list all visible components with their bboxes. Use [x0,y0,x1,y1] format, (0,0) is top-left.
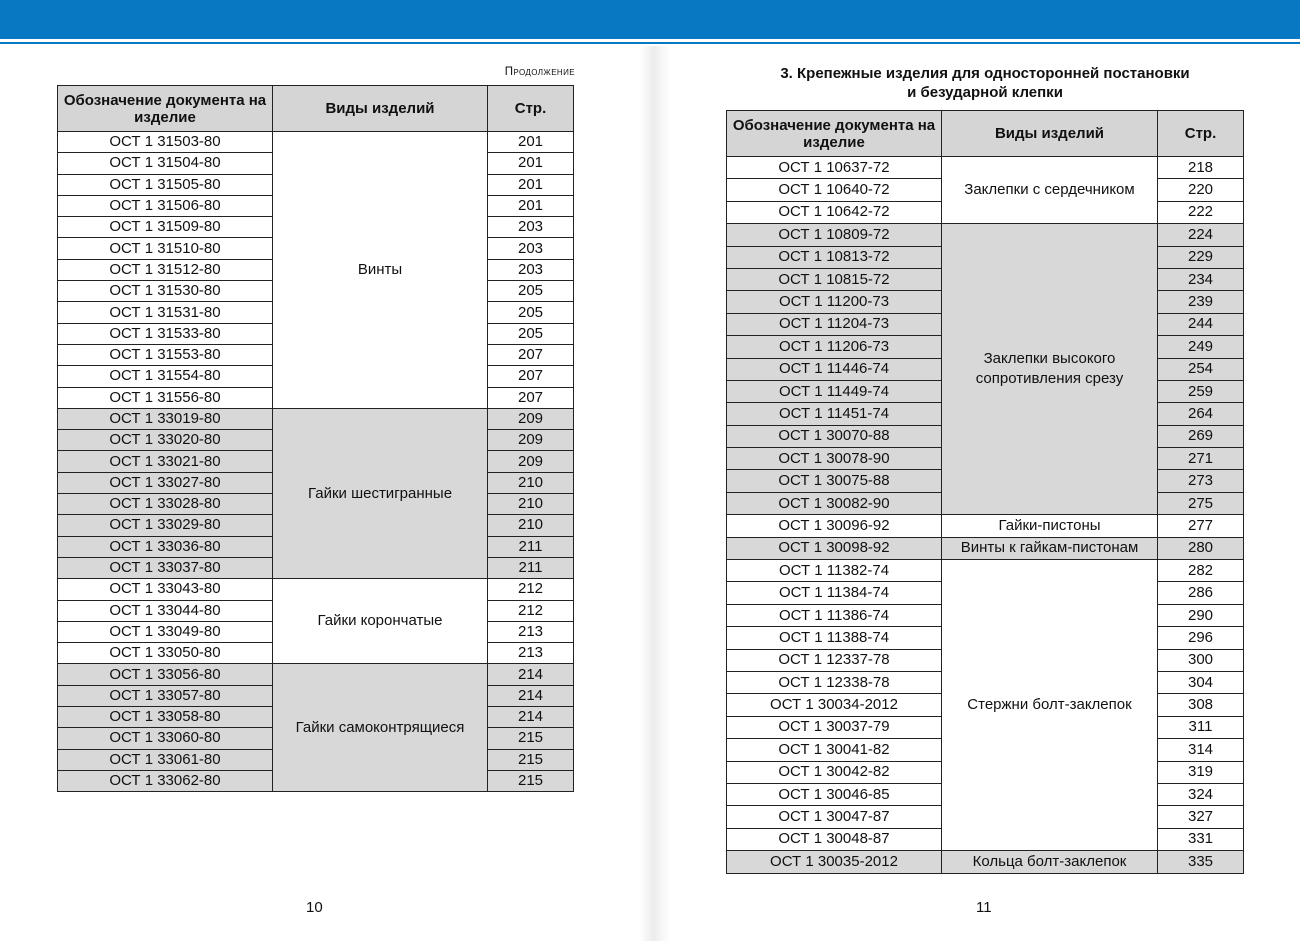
page-ref-cell: 210 [488,515,574,536]
document-code-cell: ОСТ 1 11206-73 [727,336,942,358]
header-product-type: Виды изделий [942,111,1158,157]
page-ref-cell: 209 [488,408,574,429]
page-ref-cell: 212 [488,600,574,621]
page-ref-cell: 214 [488,685,574,706]
section-title-line: и безударной клепки [907,84,1063,101]
document-code-cell: ОСТ 1 11446-74 [727,358,942,380]
page-ref-cell: 201 [488,132,574,153]
page-ref-cell: 211 [488,536,574,557]
page-ref-cell: 205 [488,302,574,323]
document-code-cell: ОСТ 1 31506-80 [58,195,273,216]
page-ref-cell: 203 [488,259,574,280]
page-ref-cell: 300 [1158,649,1244,671]
product-type-cell: Гайки корончатые [273,579,488,664]
page-ref-cell: 207 [488,344,574,365]
header-page: Стр. [488,86,574,132]
page-ref-cell: 277 [1158,515,1244,537]
page-ref-cell: 327 [1158,806,1244,828]
left-table-body [58,132,574,792]
document-code-cell: ОСТ 1 30042-82 [727,761,942,783]
page-ref-cell: 254 [1158,358,1244,380]
document-code-cell: ОСТ 1 11384-74 [727,582,942,604]
product-type-cell: Заклепки с сердечником [942,157,1158,224]
book-spine [640,46,670,941]
document-code-cell: ОСТ 1 33057-80 [58,685,273,706]
document-code-cell: ОСТ 1 11388-74 [727,627,942,649]
table-row [58,664,574,685]
document-code-cell: ОСТ 1 30070-88 [727,425,942,447]
page-ref-cell: 282 [1158,560,1244,582]
page-ref-cell: 271 [1158,448,1244,470]
page-ref-cell: 335 [1158,851,1244,873]
document-code-cell: ОСТ 1 31531-80 [58,302,273,323]
page-ref-cell: 296 [1158,627,1244,649]
document-code-cell: ОСТ 1 33056-80 [58,664,273,685]
page-ref-cell: 239 [1158,291,1244,313]
page-ref-cell: 275 [1158,492,1244,514]
product-type-cell: Винты к гайкам-пистонам [942,537,1158,559]
page-number: 10 [306,899,323,916]
table-row [727,224,1244,246]
page-ref-cell: 324 [1158,783,1244,805]
document-code-cell: ОСТ 1 12338-78 [727,671,942,693]
page-ref-cell: 201 [488,195,574,216]
page-ref-cell: 311 [1158,716,1244,738]
document-code-cell: ОСТ 1 10640-72 [727,179,942,201]
document-code-cell: ОСТ 1 31530-80 [58,281,273,302]
page-ref-cell: 215 [488,728,574,749]
table-row [727,560,1244,582]
page-ref-cell: 211 [488,557,574,578]
page-ref-cell: 269 [1158,425,1244,447]
page-ref-cell: 234 [1158,268,1244,290]
document-code-cell: ОСТ 1 11386-74 [727,604,942,626]
page-ref-cell: 273 [1158,470,1244,492]
document-code-cell: ОСТ 1 31533-80 [58,323,273,344]
table-header-row [58,86,574,132]
document-code-cell: ОСТ 1 30098-92 [727,537,942,559]
page-ref-cell: 209 [488,451,574,472]
page-ref-cell: 207 [488,366,574,387]
document-code-cell: ОСТ 1 33044-80 [58,600,273,621]
page-ref-cell: 203 [488,238,574,259]
document-code-cell: ОСТ 1 31556-80 [58,387,273,408]
page-ref-cell: 264 [1158,403,1244,425]
table-header-row [727,111,1244,157]
page-ref-cell: 218 [1158,157,1244,179]
document-code-cell: ОСТ 1 31553-80 [58,344,273,365]
page-ref-cell: 201 [488,174,574,195]
document-code-cell: ОСТ 1 12337-78 [727,649,942,671]
section-title [727,64,1243,102]
product-type-cell: Гайки-пистоны [942,515,1158,537]
product-type-cell: Гайки шестигранные [273,408,488,578]
document-code-cell: ОСТ 1 30041-82 [727,739,942,761]
page-ref-cell: 205 [488,323,574,344]
document-code-cell: ОСТ 1 11382-74 [727,560,942,582]
page-ref-cell: 319 [1158,761,1244,783]
header-product-type: Виды изделий [273,86,488,132]
table-row [58,132,574,153]
page-ref-cell: 213 [488,621,574,642]
header-document: Обозначение документа на изделие [58,86,273,132]
page-ref-cell: 244 [1158,313,1244,335]
page-ref-cell: 203 [488,217,574,238]
table-row [727,537,1244,559]
page-ref-cell: 209 [488,430,574,451]
page-ref-cell: 214 [488,664,574,685]
page-ref-cell: 290 [1158,604,1244,626]
document-code-cell: ОСТ 1 31510-80 [58,238,273,259]
document-code-cell: ОСТ 1 31505-80 [58,174,273,195]
document-code-cell: ОСТ 1 30034-2012 [727,694,942,716]
page-ref-cell: 220 [1158,179,1244,201]
page-ref-cell: 212 [488,579,574,600]
document-code-cell: ОСТ 1 11200-73 [727,291,942,313]
document-code-cell: ОСТ 1 31509-80 [58,217,273,238]
table-row [727,515,1244,537]
document-code-cell: ОСТ 1 30078-90 [727,448,942,470]
document-code-cell: ОСТ 1 33020-80 [58,430,273,451]
page-ref-cell: 215 [488,770,574,791]
document-code-cell: ОСТ 1 31554-80 [58,366,273,387]
document-code-cell: ОСТ 1 30035-2012 [727,851,942,873]
document-code-cell: ОСТ 1 33029-80 [58,515,273,536]
continuation-label: Продолжение [504,66,575,78]
document-code-cell: ОСТ 1 10813-72 [727,246,942,268]
page-ref-cell: 201 [488,153,574,174]
right-table-body [727,157,1244,874]
document-code-cell: ОСТ 1 33028-80 [58,494,273,515]
document-code-cell: ОСТ 1 33037-80 [58,557,273,578]
table-row [727,851,1244,873]
document-code-cell: ОСТ 1 33058-80 [58,707,273,728]
document-code-cell: ОСТ 1 30082-90 [727,492,942,514]
document-code-cell: ОСТ 1 11451-74 [727,403,942,425]
page-ref-cell: 205 [488,281,574,302]
page-ref-cell: 229 [1158,246,1244,268]
document-code-cell: ОСТ 1 10809-72 [727,224,942,246]
page-ref-cell: 259 [1158,380,1244,402]
document-code-cell: ОСТ 1 11449-74 [727,380,942,402]
page-ref-cell: 222 [1158,201,1244,223]
document-code-cell: ОСТ 1 30048-87 [727,828,942,850]
product-type-cell: Гайки самоконтрящиеся [273,664,488,792]
document-code-cell: ОСТ 1 31503-80 [58,132,273,153]
section-title-line: 3. Крепежные изделия для односторонней постановки [780,65,1190,82]
page-ref-cell: 331 [1158,828,1244,850]
document-code-cell: ОСТ 1 33019-80 [58,408,273,429]
page-ref-cell: 280 [1158,537,1244,559]
table-row [727,157,1244,179]
page-ref-cell: 215 [488,749,574,770]
document-code-cell: ОСТ 1 10637-72 [727,157,942,179]
document-code-cell: ОСТ 1 31504-80 [58,153,273,174]
table-row [58,408,574,429]
document-code-cell: ОСТ 1 33027-80 [58,472,273,493]
document-code-cell: ОСТ 1 10815-72 [727,268,942,290]
document-code-cell: ОСТ 1 11204-73 [727,313,942,335]
header-document: Обозначение документа на изделие [727,111,942,157]
page-ref-cell: 249 [1158,336,1244,358]
document-code-cell: ОСТ 1 30046-85 [727,783,942,805]
header-rule [0,42,1300,44]
product-type-cell: Винты [273,132,488,409]
document-code-cell: ОСТ 1 10642-72 [727,201,942,223]
document-code-cell: ОСТ 1 33043-80 [58,579,273,600]
page-ref-cell: 308 [1158,694,1244,716]
page-ref-cell: 210 [488,472,574,493]
page-number: 11 [976,899,992,916]
document-code-cell: ОСТ 1 33061-80 [58,749,273,770]
product-type-cell: Заклепки высокого сопротивления срезу [942,224,1158,515]
document-code-cell: ОСТ 1 30075-88 [727,470,942,492]
product-type-cell: Стержни болт-заклепок [942,560,1158,851]
document-code-cell: ОСТ 1 30047-87 [727,806,942,828]
document-code-cell: ОСТ 1 31512-80 [58,259,273,280]
document-code-cell: ОСТ 1 30096-92 [727,515,942,537]
right-catalog-table [726,110,1244,874]
table-row [58,579,574,600]
page-ref-cell: 286 [1158,582,1244,604]
page-ref-cell: 210 [488,494,574,515]
page-ref-cell: 213 [488,643,574,664]
document-code-cell: ОСТ 1 33062-80 [58,770,273,791]
document-code-cell: ОСТ 1 33021-80 [58,451,273,472]
page-ref-cell: 207 [488,387,574,408]
document-code-cell: ОСТ 1 33049-80 [58,621,273,642]
document-code-cell: ОСТ 1 33050-80 [58,643,273,664]
document-code-cell: ОСТ 1 33036-80 [58,536,273,557]
left-catalog-table [57,85,574,792]
page-ref-cell: 214 [488,707,574,728]
header-page: Стр. [1158,111,1244,157]
page-ref-cell: 224 [1158,224,1244,246]
product-type-cell: Кольца болт-заклепок [942,851,1158,873]
header-band [0,0,1300,39]
page-ref-cell: 314 [1158,739,1244,761]
document-code-cell: ОСТ 1 30037-79 [727,716,942,738]
document-code-cell: ОСТ 1 33060-80 [58,728,273,749]
page-ref-cell: 304 [1158,671,1244,693]
